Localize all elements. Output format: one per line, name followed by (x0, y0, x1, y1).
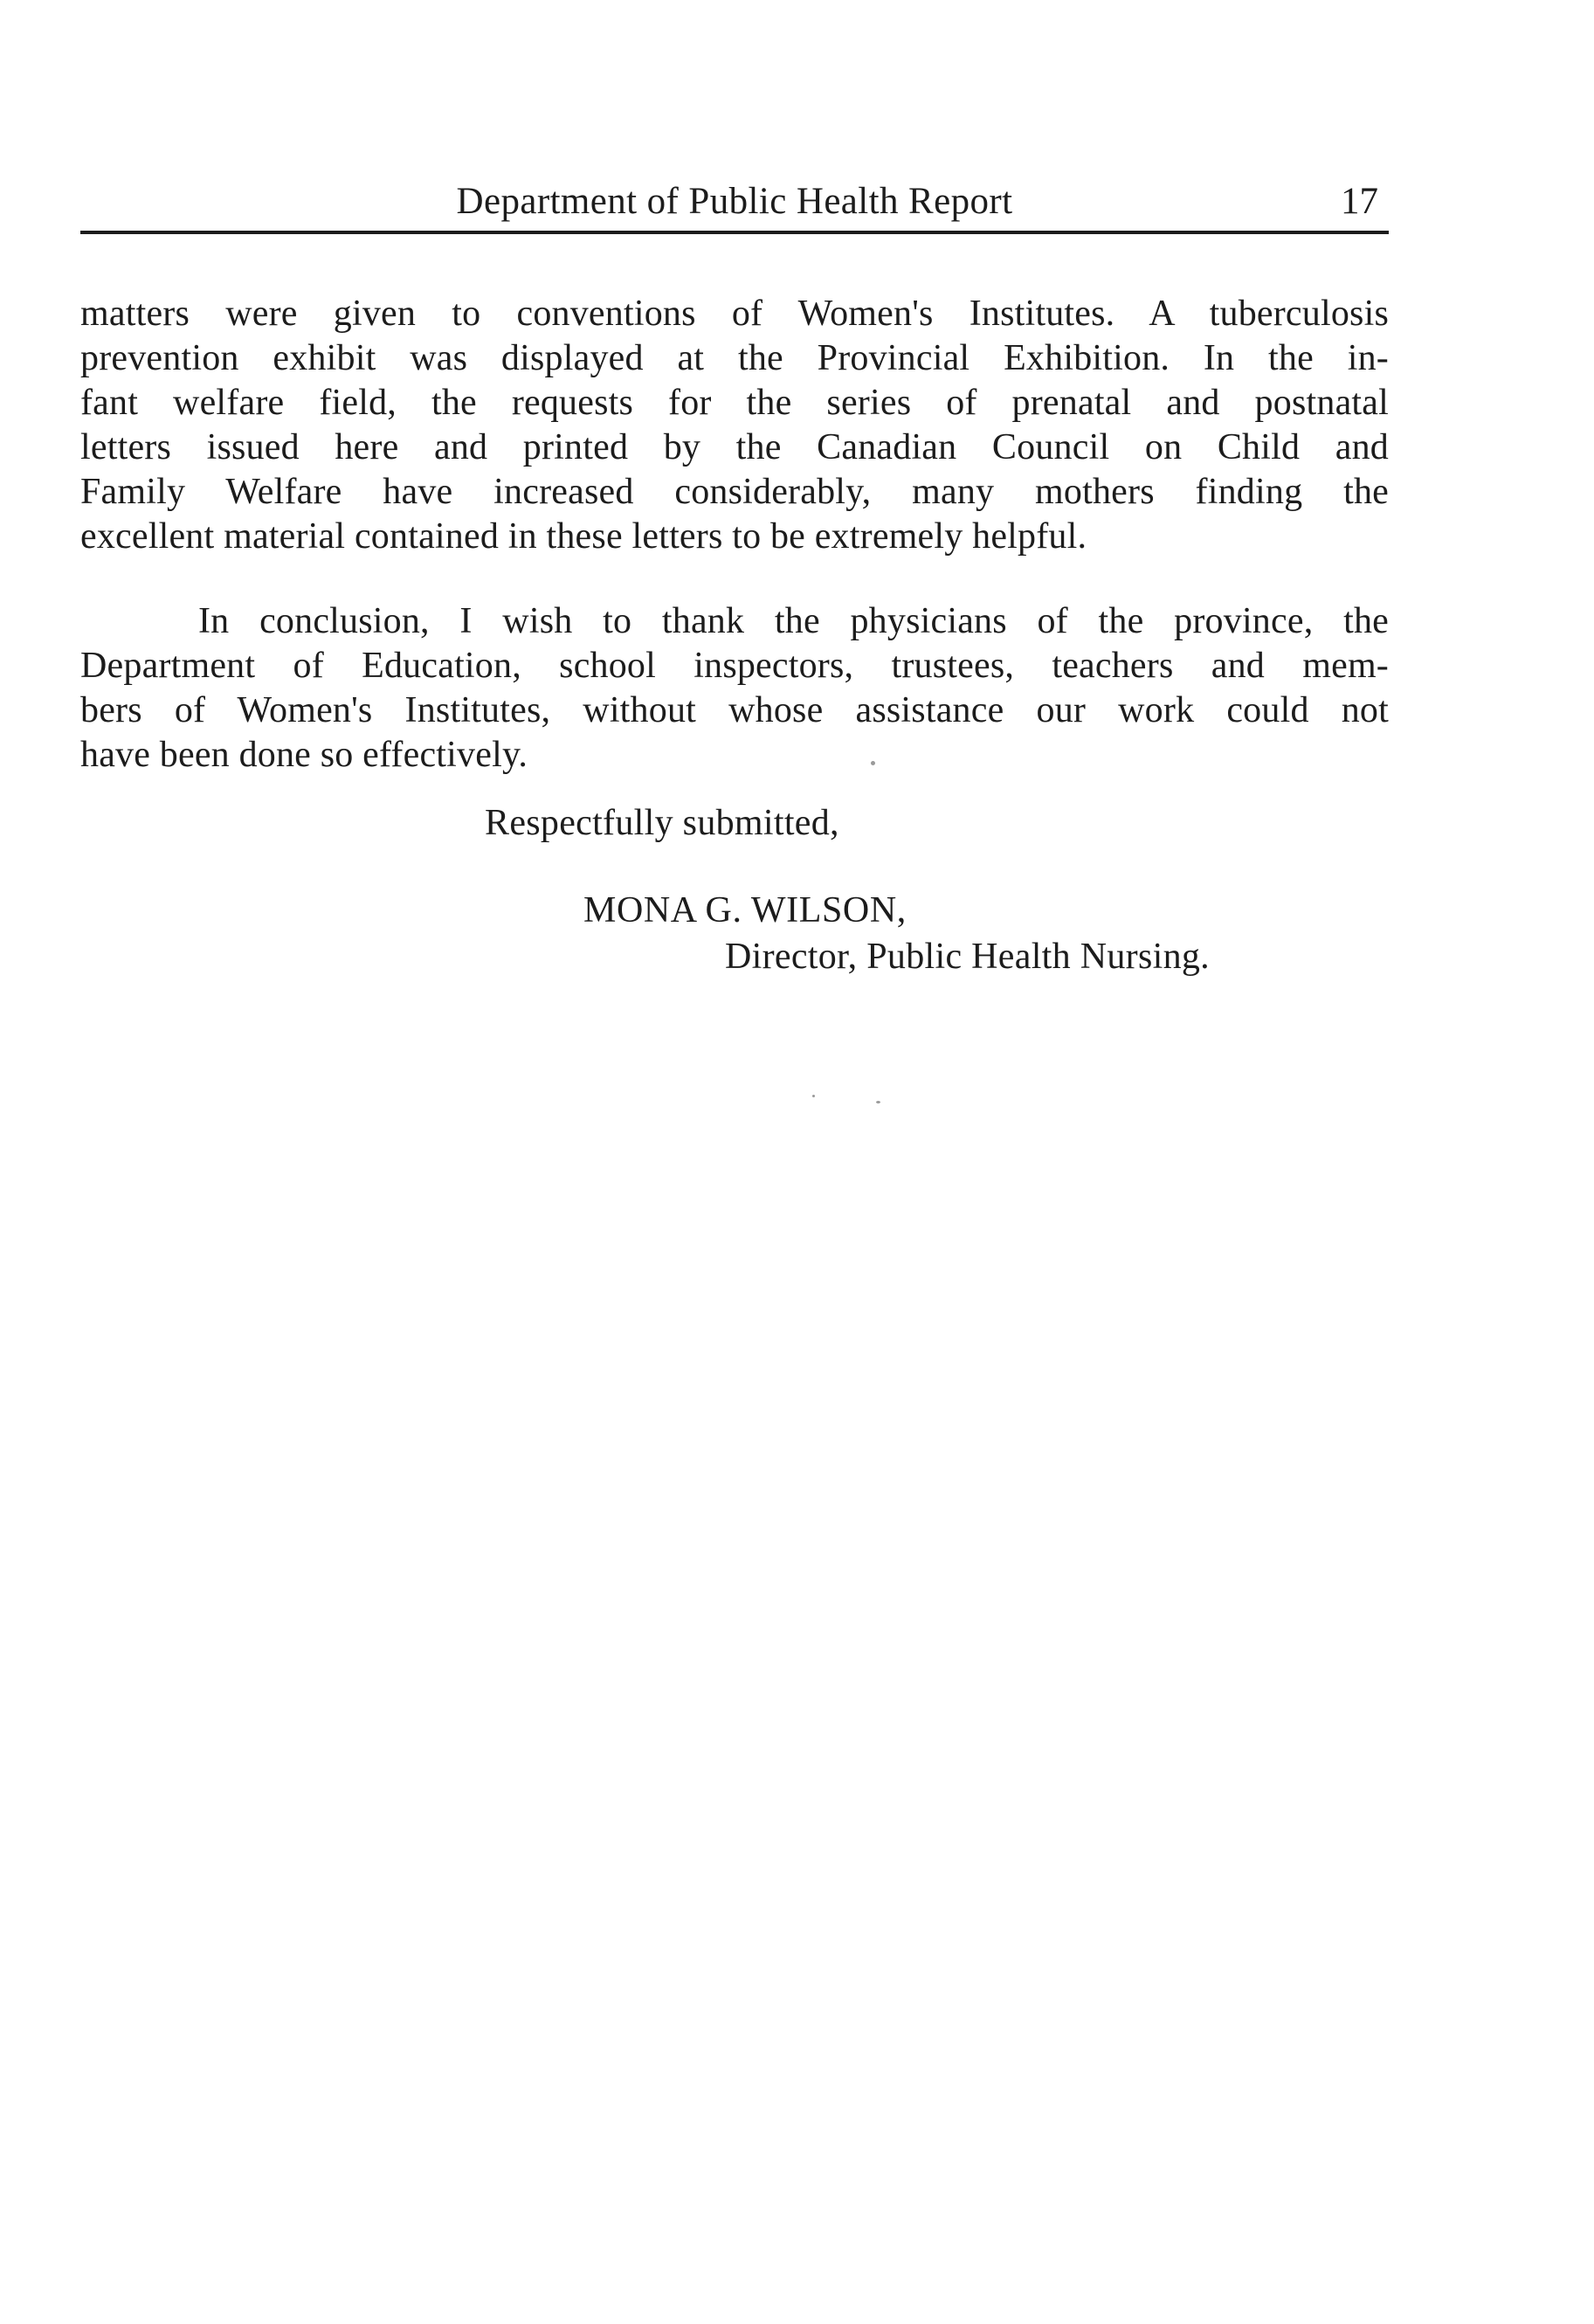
scan-speck (871, 761, 875, 765)
text-line: In conclusion, I wish to thank the physicians of the province, the (198, 601, 1389, 641)
scan-speck (812, 1095, 815, 1097)
text-line: bers of Women's Institutes, without whose assistance our work could not (80, 690, 1389, 730)
text-line: excellent material contained in these letters to be extremely helpful. (80, 516, 1087, 557)
text-line: matters were given to conventions of Women's Institutes. A tuberculosis (80, 294, 1389, 334)
running-title: Department of Public Health Report (456, 181, 1013, 222)
running-head (80, 173, 1389, 231)
text-line: Family Welfare have increased considerably, many mothers finding the (80, 472, 1389, 512)
signer-title: Director, Public Health Nursing. (725, 937, 1210, 977)
text-line: prevention exhibit was displayed at the Provincial Exhibition. In the in- (80, 338, 1389, 378)
complimentary-close: Respectfully submitted, (485, 803, 839, 843)
header-rule (80, 231, 1389, 234)
scan-speck (876, 1101, 880, 1103)
text-line: letters issued here and printed by the Canadian Council on Child and (80, 427, 1389, 467)
text-line: have been done so effectively. (80, 735, 528, 775)
paragraph-tuberculosis-exhibit (80, 292, 1389, 559)
paragraph-conclusion (80, 599, 1389, 778)
signer-name: MONA G. WILSON, (583, 890, 907, 930)
text-line: fant welfare field, the requests for the series of prenatal and postnatal (80, 383, 1389, 423)
text-line: Department of Education, school inspectors, trustees, teachers and mem- (80, 646, 1389, 686)
page-number: 17 (1341, 181, 1378, 222)
